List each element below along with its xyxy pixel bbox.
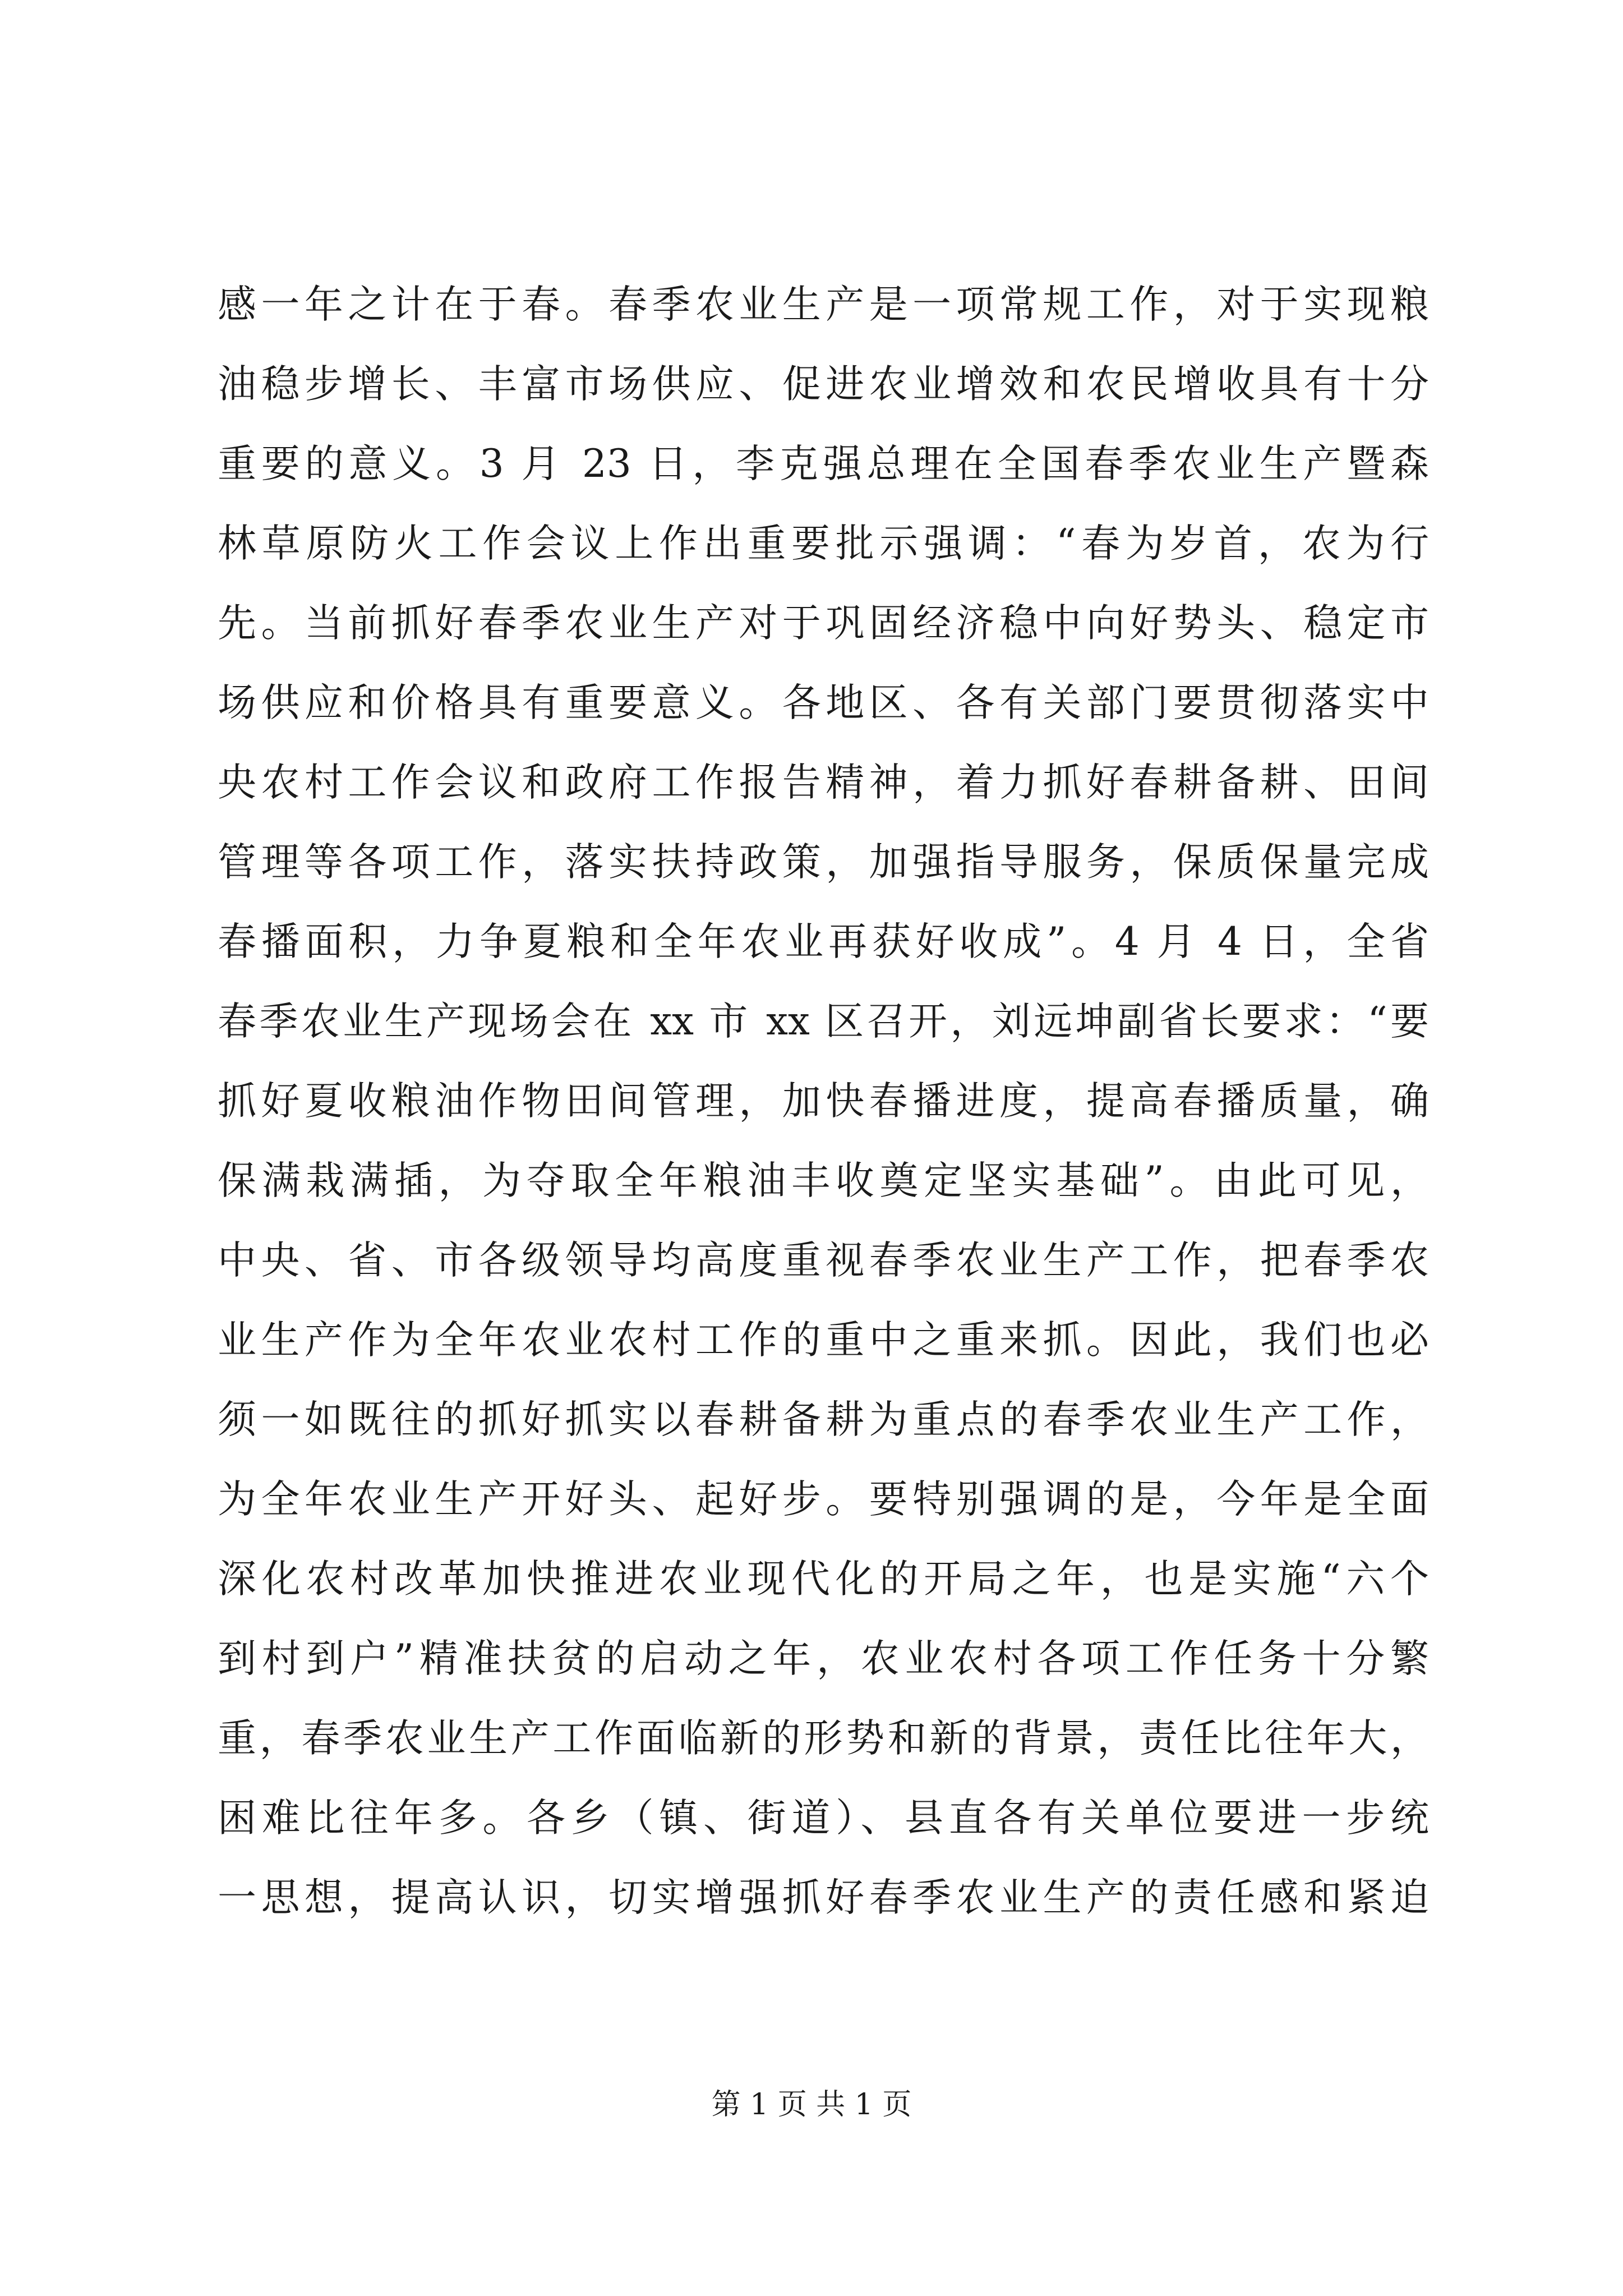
body-paragraph	[218, 265, 1429, 1938]
text-line: 春季农业生产现场会在 xx 市 xx 区召开，刘远坤副省长要求：“要	[218, 999, 1429, 1044]
text-line: 重要的意义。3 月 23 日，李克强总理在全国春季农业生产暨森	[218, 441, 1429, 486]
page-footer	[0, 2082, 1623, 2127]
text-line: 管理等各项工作，落实扶持政策，加强指导服务，保质保量完成	[218, 840, 1429, 885]
text-line: 场供应和价格具有重要意义。各地区、各有关部门要贯彻落实中	[218, 680, 1429, 725]
text-line: 深化农村改革加快推进农业现代化的开局之年，也是实施“六个	[218, 1557, 1429, 1602]
text-line: 一思想，提高认识，切实增强抓好春季农业生产的责任感和紧迫	[218, 1875, 1429, 1920]
text-line: 感一年之计在于春。春季农业生产是一项常规工作，对于实现粮	[218, 282, 1429, 327]
text-line: 重，春季农业生产工作面临新的形势和新的背景，责任比往年大，	[218, 1716, 1429, 1761]
text-line: 春播面积，力争夏粮和全年农业再获好收成”。4 月 4 日，全省	[218, 919, 1429, 964]
text-line: 到村到户”精准扶贫的启动之年，农业农村各项工作任务十分繁	[218, 1636, 1429, 1681]
text-line: 业生产作为全年农业农村工作的重中之重来抓。因此，我们也必	[218, 1318, 1429, 1363]
text-line: 保满栽满插，为夺取全年粮油丰收奠定坚实基础”。由此可见，	[218, 1158, 1429, 1203]
text-line: 须一如既往的抓好抓实以春耕备耕为重点的春季农业生产工作，	[218, 1397, 1429, 1442]
text-line: 为全年农业生产开好头、起好步。要特别强调的是，今年是全面	[218, 1477, 1429, 1522]
text-line: 油稳步增长、丰富市场供应、促进农业增效和农民增收具有十分	[218, 362, 1429, 407]
text-line: 先。当前抓好春季农业生产对于巩固经济稳中向好势头、稳定市	[218, 601, 1429, 646]
text-line: 央农村工作会议和政府工作报告精神，着力抓好春耕备耕、田间	[218, 760, 1429, 805]
text-line: 抓好夏收粮油作物田间管理，加快春播进度，提高春播质量，确	[218, 1079, 1429, 1124]
text-line: 中央、省、市各级领导均高度重视春季农业生产工作，把春季农	[218, 1238, 1429, 1283]
text-line: 困难比往年多。各乡（镇、街道）、县直各有关单位要进一步统	[218, 1796, 1429, 1841]
text-line: 林草原防火工作会议上作出重要批示强调：“春为岁首，农为行	[218, 521, 1429, 566]
page-number: 第 1 页 共 1 页	[711, 2088, 912, 2122]
